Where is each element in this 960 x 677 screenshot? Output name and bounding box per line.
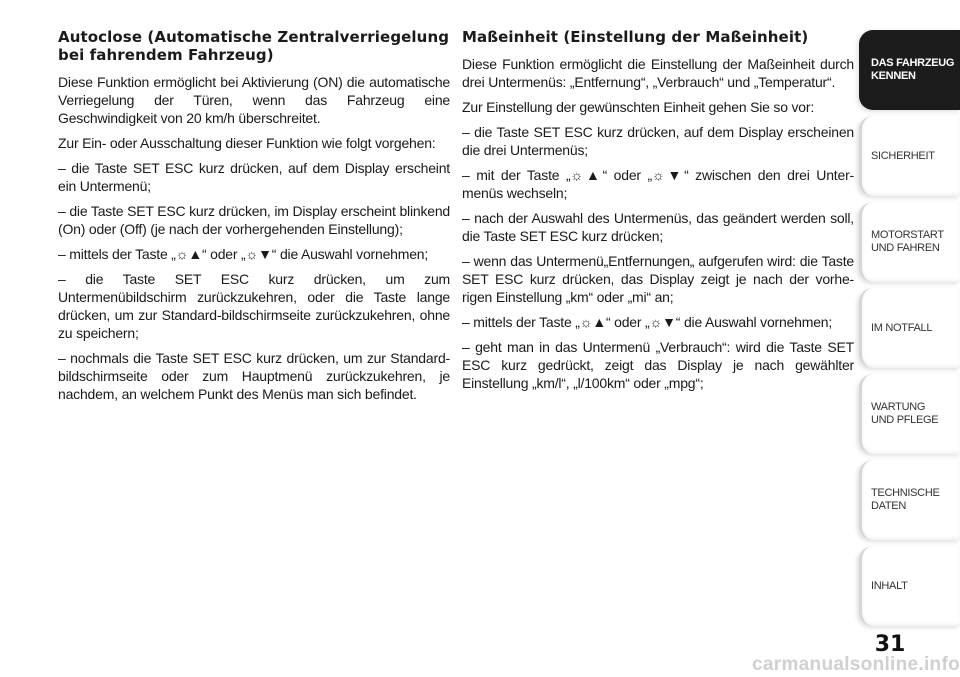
tab-label: MOTORSTART UND FAHREN — [871, 229, 944, 254]
tab-das-fahrzeug-kennen[interactable] — [859, 30, 960, 110]
tab-label: TECHNISCHE DATEN — [871, 487, 940, 512]
paragraph: – die Taste SET ESC kurz drücken, um zum Untermenübildschirm zurückzukehren, oder die Taste lange drücken, um zur Standard-bildschirmseite zurückzukehren, ohne zu speichern; — [58, 271, 450, 341]
tab-sicherheit[interactable] — [859, 116, 960, 196]
left-column — [58, 28, 450, 410]
paragraph: – mittels der Taste „☼▲“ oder „☼▼“ die Auswahl vornehmen; — [462, 314, 833, 330]
page-number: 31 — [874, 632, 906, 657]
tab-label: DAS FAHRZEUG KENNEN — [871, 57, 955, 82]
section-heading-masseinheit: Maßeinheit (Einstellung der Maßeinheit) — [462, 28, 809, 46]
paragraph: – geht man in das Untermenü „Verbrauch“: wird die Taste SET ESC kurz gedrückt, zeigt das Display je nach gewählter Einstellung „km/l“, „l/100km“ oder „mpg“; — [462, 339, 854, 391]
tab-wartung-und-pflege[interactable] — [859, 374, 960, 454]
paragraph: Diese Funktion ermöglicht die Einstellung der Maßeinheit durch drei Untermenüs: „Entfernung“, „Verbrauch“ und „Temperatur“. — [462, 56, 854, 90]
paragraph: – wenn das Untermenü„Entfernungen„ aufgerufen wird: die Taste SET ESC kurz drücken, das Display zeigt je nach der vorhe-rigen Einstellung „km“ oder „mi“ an; — [462, 253, 854, 305]
tab-label: SICHERHEIT — [871, 149, 935, 162]
paragraph: – die Taste SET ESC kurz drücken, auf dem Display erscheinen die drei Untermenüs; — [462, 124, 854, 158]
paragraph: – die Taste SET ESC kurz drücken, auf dem Display erscheint ein Untermenü; — [58, 160, 450, 194]
tab-motorstart-und-fahren[interactable] — [859, 202, 960, 282]
tab-label: IM NOTFALL — [871, 321, 933, 334]
tab-label: WARTUNG UND PFLEGE — [871, 401, 939, 426]
tab-technische-daten[interactable] — [859, 460, 960, 540]
right-column — [462, 28, 854, 399]
tab-inhalt[interactable] — [859, 546, 960, 626]
chapter-tabs — [859, 30, 960, 632]
paragraph: Diese Funktion ermöglicht bei Aktivierung (ON) die automatische Verriegelung der Türen, wenn das Fahrzeug eine Geschwindigkeit von 20 km/h überschreitet. — [58, 74, 450, 126]
paragraph: – nach der Auswahl des Untermenüs, das geändert werden soll, die Taste SET ESC kurz drücken; — [462, 210, 854, 244]
paragraph: – nochmals die Taste SET ESC kurz drücken, um zur Standard-bildschirmseite oder zum Hauptmenü zurückzukehren, je nachdem, an welchem Punkt des Menüs man sich befindet. — [58, 350, 450, 402]
paragraph: – die Taste SET ESC kurz drücken, im Display erscheint blinkend (On) oder (Off) (je nach der vorhergehenden Einstellung); — [58, 203, 450, 237]
watermark: carmanualsonline.info — [752, 654, 960, 675]
paragraph: Zur Einstellung der gewünschten Einheit gehen Sie so vor: — [462, 99, 815, 115]
tab-im-notfall[interactable] — [859, 288, 960, 368]
section-heading-autoclose: Autoclose (Automatische Zentralverriegelung bei fahrendem Fahrzeug) — [58, 28, 450, 64]
paragraph: – mit der Taste „☼▲“ oder „☼▼“ zwischen den drei Unter-menüs wechseln; — [462, 167, 854, 201]
tab-label: INHALT — [871, 579, 908, 592]
paragraph: Zur Ein- oder Ausschaltung dieser Funktion wie folgt vorgehen: — [58, 135, 436, 151]
paragraph: – mittels der Taste „☼▲“ oder „☼▼“ die Auswahl vornehmen; — [58, 246, 429, 262]
